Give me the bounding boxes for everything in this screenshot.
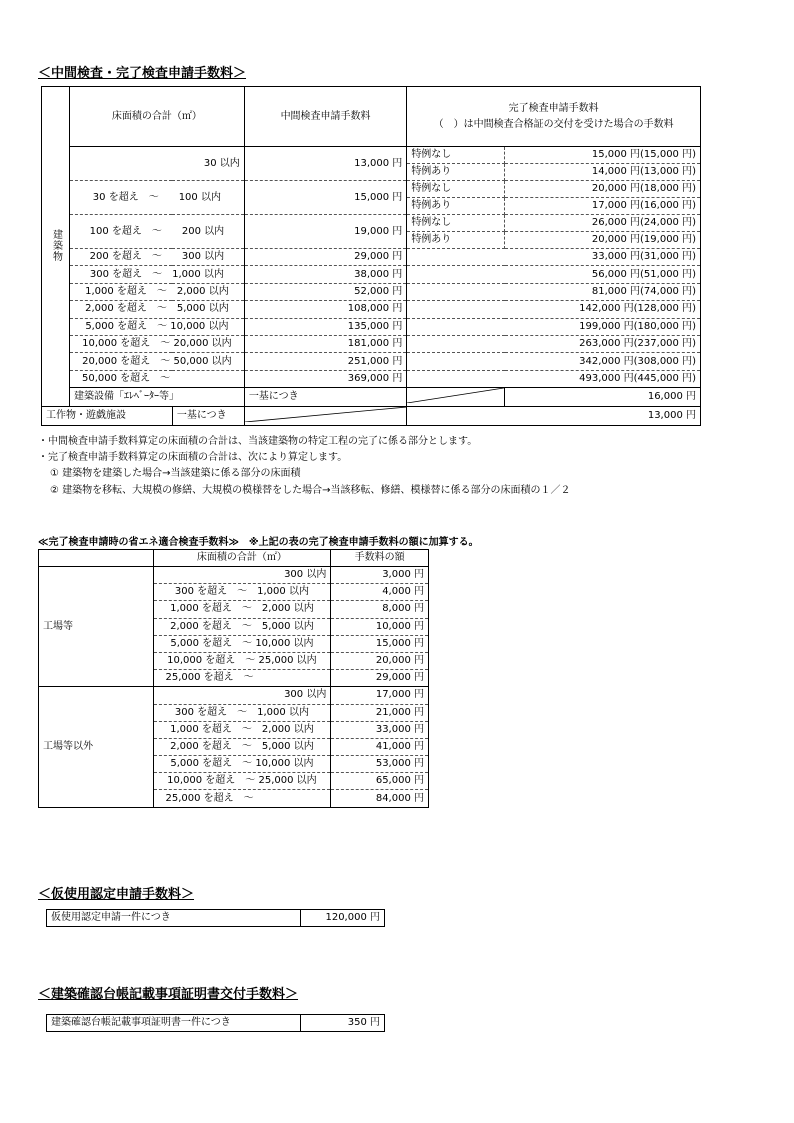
completion-fee-cell: 342,000 円(308,000 円) [407, 353, 701, 370]
completion-fee-cell: 142,000 円(128,000 円) [407, 301, 701, 318]
completion-fee-cell: 263,000 円(237,000 円) [407, 335, 701, 352]
section-title-energy: ≪完了検査申請時の省エネ適合検査手数料≫ ※上記の表の完了検査申請手数料の額に加算する。 [38, 537, 479, 548]
fee-cell: 21,000 円 [331, 704, 429, 721]
section-title-certificate: ＜建築確認台帳記載事項証明書交付手数料＞ [38, 987, 299, 1002]
area-cell: 5,000 を超え ～ 10,000 以内 [69, 318, 244, 335]
area-cell: 25,000 を超え ～ [153, 670, 331, 687]
certificate-label: 建築確認台帳記載事項証明書一件につき [47, 1015, 301, 1032]
header-completion-fee: 完了検査申請手数料 （ ）は中間検査合格証の交付を受けた場合の手数料 [407, 87, 701, 147]
equipment-unit: 一基につき [244, 388, 407, 407]
blank-diagonal-cell [407, 388, 505, 407]
area-cell: 2,000 を超え ～ 5,000 以内 [69, 301, 244, 318]
completion-fee-cell: 33,000 円(31,000 円) [407, 249, 701, 266]
header-fee: 手数料の額 [331, 550, 429, 567]
area-cell: 100 を超え ～ 200 以内 [69, 215, 244, 249]
section-title-inspection: ＜中間検査・完了検査申請手数料＞ [38, 66, 247, 81]
fee-cell: 41,000 円 [331, 738, 429, 755]
interim-fee-cell: 52,000 円 [244, 283, 407, 300]
header-floor-area: 床面積の合計（㎡） [69, 87, 244, 147]
area-cell: 5,000 を超え ～ 10,000 以内 [153, 756, 331, 773]
completion-fee-cell: 26,000 円(24,000 円) [505, 215, 701, 232]
area-cell: 1,000 を超え ～ 2,000 以内 [69, 283, 244, 300]
group-factory: 工場等 [39, 567, 154, 687]
temporary-use-fee-table [46, 909, 385, 927]
note-1: ・中間検査申請手数料算定の床面積の合計は、当該建築物の特定工程の完了に係る部分とします。 [38, 436, 478, 447]
fee-cell: 17,000 円 [331, 687, 429, 704]
area-cell: 25,000 を超え ～ [153, 790, 331, 807]
area-cell: 1,000 を超え ～ 2,000 以内 [153, 601, 331, 618]
structure-completion-fee: 13,000 円 [407, 407, 701, 426]
certificate-fee-table [46, 1014, 385, 1032]
special-yes-label: 特例あり [407, 164, 505, 181]
special-none-label: 特例なし [407, 215, 505, 232]
area-cell: 10,000 を超え ～ 20,000 以内 [69, 335, 244, 352]
area-cell: 2,000 を超え ～ 5,000 以内 [153, 738, 331, 755]
structure-label: 工作物・遊戯施設 [42, 407, 173, 426]
interim-fee-cell: 135,000 円 [244, 318, 407, 335]
interim-fee-cell: 38,000 円 [244, 266, 407, 283]
area-cell: 50,000 を超え ～ [69, 370, 244, 387]
area-cell: 30 を超え ～ 100 以内 [69, 181, 244, 215]
temporary-use-label: 仮使用認定申請一件につき [47, 910, 301, 927]
certificate-fee: 350 円 [301, 1015, 385, 1032]
section-title-temporary-use: ＜仮使用認定申請手数料＞ [38, 887, 195, 902]
fee-cell: 33,000 円 [331, 721, 429, 738]
area-cell: 200 を超え ～ 300 以内 [69, 249, 244, 266]
completion-fee-cell: 14,000 円(13,000 円) [505, 164, 701, 181]
area-cell: 2,000 を超え ～ 5,000 以内 [153, 618, 331, 635]
equipment-completion-fee: 16,000 円 [505, 388, 701, 407]
completion-fee-cell: 199,000 円(180,000 円) [407, 318, 701, 335]
area-cell: 10,000 を超え ～ 25,000 以内 [153, 652, 331, 669]
equipment-label: 建築設備「ｴﾚﾍﾞｰﾀｰ等」 [69, 388, 244, 407]
fee-cell: 29,000 円 [331, 670, 429, 687]
energy-fee-table [38, 549, 429, 808]
area-cell: 30 以内 [69, 147, 244, 181]
interim-fee-cell: 13,000 円 [244, 147, 407, 181]
area-cell: 1,000 を超え ～ 2,000 以内 [153, 721, 331, 738]
fee-cell: 8,000 円 [331, 601, 429, 618]
special-none-label: 特例なし [407, 147, 505, 164]
structure-unit: 一基につき [172, 407, 244, 426]
note-2: ・完了検査申請手数料算定の床面積の合計は、次により算定します。 [38, 452, 348, 463]
header-floor-area: 床面積の合計（㎡） [153, 550, 331, 567]
interim-fee-cell: 15,000 円 [244, 181, 407, 215]
interim-fee-cell: 369,000 円 [244, 370, 407, 387]
fee-cell: 84,000 円 [331, 790, 429, 807]
interim-fee-cell: 181,000 円 [244, 335, 407, 352]
area-cell: 20,000 を超え ～ 50,000 以内 [69, 353, 244, 370]
area-cell: 5,000 を超え ～ 10,000 以内 [153, 635, 331, 652]
fee-cell: 65,000 円 [331, 773, 429, 790]
area-cell: 300 を超え ～ 1,000 以内 [69, 266, 244, 283]
interim-fee-cell: 251,000 円 [244, 353, 407, 370]
fee-cell: 15,000 円 [331, 635, 429, 652]
fee-cell: 10,000 円 [331, 618, 429, 635]
special-yes-label: 特例あり [407, 198, 505, 215]
area-cell: 300 以内 [153, 567, 331, 584]
fee-cell: 4,000 円 [331, 584, 429, 601]
completion-fee-cell: 493,000 円(445,000 円) [407, 370, 701, 387]
special-none-label: 特例なし [407, 181, 505, 198]
note-4: ② 建築物を移転、大規模の修繕、大規模の模様替をした場合→当該移転、修繕、模様替に係る部分の床面積の１／２ [50, 485, 571, 496]
special-yes-label: 特例あり [407, 232, 505, 249]
group-non-factory: 工場等以外 [39, 687, 154, 807]
note-3: ① 建築物を建築した場合→当該建築に係る部分の床面積 [50, 468, 301, 479]
fee-cell: 20,000 円 [331, 652, 429, 669]
interim-fee-cell: 29,000 円 [244, 249, 407, 266]
completion-fee-cell: 56,000 円(51,000 円) [407, 266, 701, 283]
blank-diagonal-cell [244, 407, 407, 426]
completion-fee-cell: 20,000 円(19,000 円) [505, 232, 701, 249]
inspection-fee-table [41, 86, 701, 426]
completion-fee-cell: 20,000 円(18,000 円) [505, 181, 701, 198]
interim-fee-cell: 108,000 円 [244, 301, 407, 318]
area-cell: 300 を超え ～ 1,000 以内 [153, 704, 331, 721]
completion-fee-cell: 15,000 円(15,000 円) [505, 147, 701, 164]
temporary-use-fee: 120,000 円 [301, 910, 385, 927]
area-cell: 300 以内 [153, 687, 331, 704]
area-cell: 10,000 を超え ～ 25,000 以内 [153, 773, 331, 790]
building-side-label: 建築物 [42, 87, 70, 407]
fee-cell: 3,000 円 [331, 567, 429, 584]
completion-fee-cell: 17,000 円(16,000 円) [505, 198, 701, 215]
fee-cell: 53,000 円 [331, 756, 429, 773]
area-cell: 300 を超え ～ 1,000 以内 [153, 584, 331, 601]
header-interim-fee: 中間検査申請手数料 [244, 87, 407, 147]
completion-fee-cell: 81,000 円(74,000 円) [407, 283, 701, 300]
interim-fee-cell: 19,000 円 [244, 215, 407, 249]
